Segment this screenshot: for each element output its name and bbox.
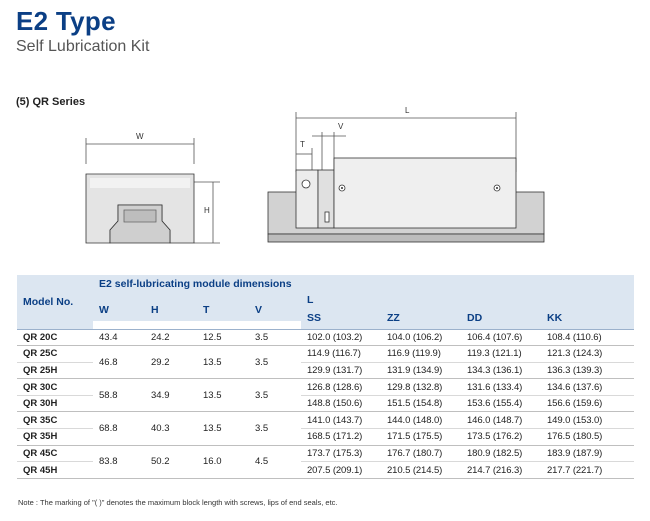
table-row: QR 45H 207.5 (209.1) 210.5 (214.5) 214.7 (216.3) 217.7 (221.7) bbox=[17, 462, 634, 479]
col-header-h: H bbox=[151, 303, 159, 316]
table-row: QR 45C 83.8 50.2 16.0 4.5 173.7 (175.3) 176.7 (180.7) 180.9 (182.5) 183.9 (187.9) bbox=[17, 445, 634, 462]
table-row: QR 25C 46.8 29.2 13.5 3.5 114.9 (116.7) 116.9 (119.9) 119.3 (121.1) 121.3 (124.3) bbox=[17, 346, 634, 363]
dimension-drawing bbox=[0, 108, 650, 268]
col-header-l: L bbox=[307, 294, 314, 306]
front-block bbox=[86, 174, 194, 243]
col-header-v: V bbox=[255, 303, 263, 316]
t-label: T bbox=[300, 140, 305, 149]
group-header: E2 self-lubricating module dimensions bbox=[99, 278, 292, 290]
table-row: QR 35C 68.8 40.3 13.5 3.5 141.0 (143.7) 144.0 (148.0) 146.0 (148.7) 149.0 (153.0) bbox=[17, 412, 634, 429]
table-row: QR 20C 43.4 24.2 12.5 3.5 102.0 (103.2) 104.0 (106.2) 106.4 (107.6) 108.4 (110.6) bbox=[17, 329, 634, 346]
rail-top bbox=[124, 210, 156, 222]
side-view bbox=[268, 158, 544, 242]
seal-lip bbox=[325, 212, 329, 222]
table-row: QR 30C 58.8 34.9 13.5 3.5 126.8 (128.6) 129.8 (132.8) 131.6 (133.4) 134.6 (137.6) bbox=[17, 379, 634, 396]
section-heading: (5) QR Series bbox=[16, 96, 86, 108]
grease-nipple-icon bbox=[302, 180, 310, 188]
table-row: QR 30H 148.8 (150.6) 151.5 (154.8) 153.6 (155.4) 156.6 (159.6) bbox=[17, 395, 634, 412]
footnote: Note : The marking of "( )" denotes the maximum block length with screws, lips of end seals, etc. bbox=[18, 498, 338, 507]
col-header-ss: SS bbox=[307, 311, 322, 324]
page-title: E2 Type bbox=[16, 6, 116, 36]
col-header-w: W bbox=[99, 303, 109, 316]
drawing-svg bbox=[0, 108, 650, 268]
table-row: QR 25H 129.9 (131.7) 131.9 (134.9) 134.3 (136.1) 136.3 (139.3) bbox=[17, 362, 634, 379]
l-label: L bbox=[405, 106, 410, 115]
col-header-dd: DD bbox=[467, 311, 483, 324]
model-header: Model No. bbox=[23, 295, 74, 308]
rail-base bbox=[268, 234, 544, 242]
block-highlight bbox=[90, 178, 190, 188]
col-header-kk: KK bbox=[547, 311, 563, 324]
v-label: V bbox=[338, 122, 344, 131]
w-label: W bbox=[136, 132, 144, 141]
table-row: QR 35H 168.5 (171.2) 171.5 (175.5) 173.5 (176.2) 176.5 (180.5) bbox=[17, 429, 634, 446]
block-side bbox=[334, 158, 516, 228]
page-subtitle: Self Lubrication Kit bbox=[16, 38, 150, 55]
col-header-zz: ZZ bbox=[387, 311, 400, 324]
h-label: H bbox=[204, 206, 210, 215]
dimensions-table bbox=[17, 275, 634, 479]
col-header-t: T bbox=[203, 303, 210, 316]
lube-module bbox=[296, 170, 318, 228]
